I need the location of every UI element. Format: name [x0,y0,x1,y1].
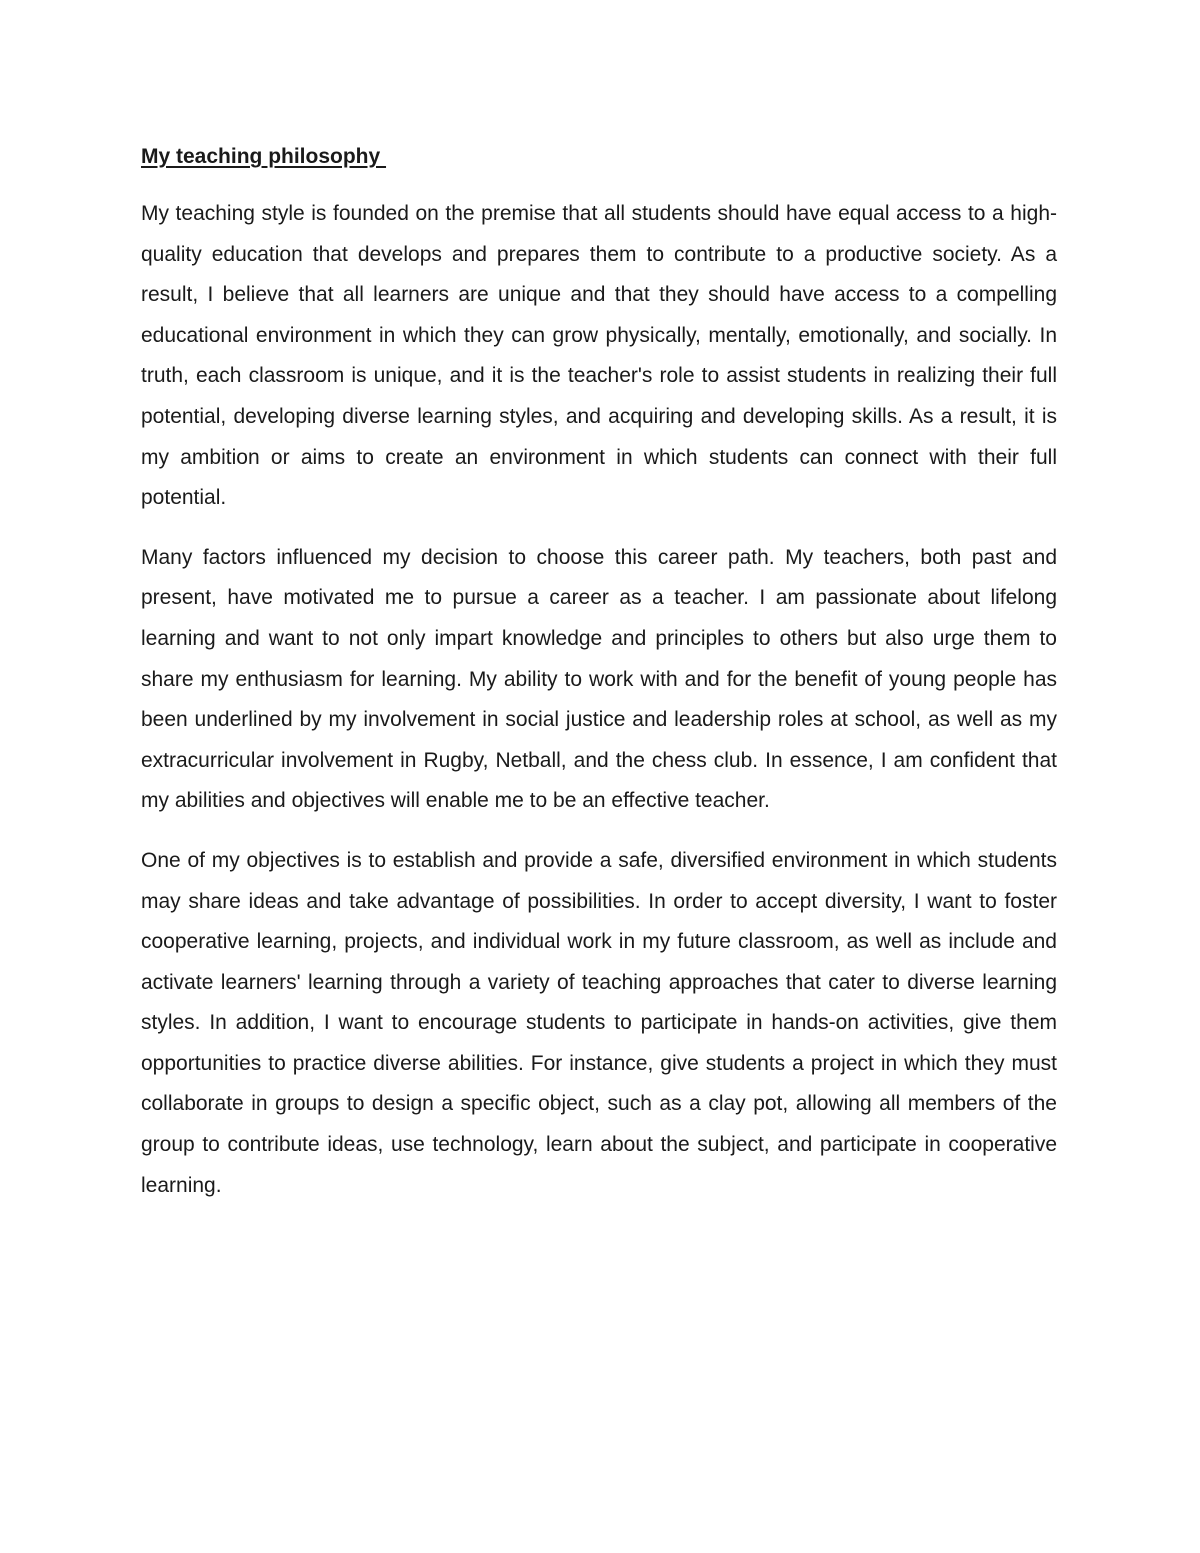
document-title: My teaching philosophy [141,145,387,168]
document-body [141,137,1057,1225]
paragraph-career-choice: Many factors influenced my decision to choose this career path. My teachers, both past and present, have motivated me to pursue a career as a teacher. I am passionate about lifelong learning and want to not only impart knowledge and principles to others but also urge them to share my enthusiasm for learning. My ability to work with and for the benefit of young people has been underlined by my involvement in social justice and leadership roles at school, as well as my extracurricular involvement in Rugby, Netball, and the chess club. In essence, I am confident that my abilities and objectives will enable me to be an effective teacher. [141,545,1057,813]
paragraph-teaching-style: My teaching style is founded on the premise that all students should have equal access to a high-quality education that develops and prepares them to contribute to a productive society. As a result, I believe that all learners are unique and that they should have access to a compelling educational environment in which they can grow physically, mentally, emotionally, and socially. In truth, each classroom is unique, and it is the teacher's role to assist students in realizing their full potential, developing diverse learning styles, and acquiring and developing skills. As a result, it is my ambition or aims to create an environment in which students can connect with their full potential. [141,202,1057,510]
paragraph-objectives: One of my objectives is to establish and provide a safe, diversified environment in which students may share ideas and take advantage of possibilities. In order to accept diversity, I want to foster cooperative learning, projects, and individual work in my future classroom, as well as include and activate learners' learning through a variety of teaching approaches that cater to diverse learning styles. In addition, I want to encourage students to participate in hands-on activities, give them opportunities to practice diverse abilities. For instance, give students a project in which they must collaborate in groups to design a specific object, such as a clay pot, allowing all members of the group to contribute ideas, use technology, learn about the subject, and participate in cooperative learning. [141,848,1057,1197]
